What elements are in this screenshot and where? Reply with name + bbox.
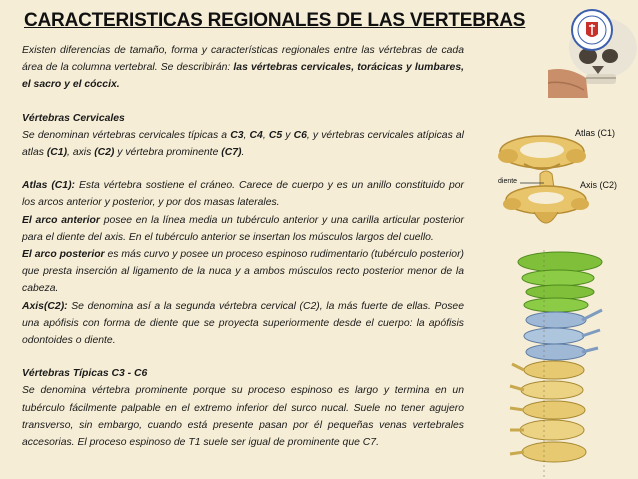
- axis-paragraph: [22, 298, 464, 350]
- tipicas-heading-text: Vértebras Típicas C3 - C6: [22, 368, 148, 380]
- intro-text: Existen diferencias de tamaño, forma y características regionales entre las vértebras de cada área de la columna vertebral. Se describirán:: [22, 45, 464, 74]
- axis-label: Axis (C2): [580, 180, 618, 190]
- c7-label: (C7): [221, 147, 242, 159]
- atlas-label: Atlas (C1): [575, 128, 616, 138]
- cervicales-text-3: , axis: [67, 147, 95, 159]
- cervicales-and: y: [282, 129, 294, 141]
- lumbar-region: [510, 361, 586, 462]
- cervicales-heading: [22, 110, 464, 127]
- intro-paragraph: [22, 42, 464, 94]
- cervicales-text-1: Se denominan vértebras cervicales típicas a: [22, 129, 231, 141]
- intro-bold: las vértebras cervicales, torácicas y lumbares, el sacro y el cóccix.: [22, 62, 464, 91]
- arco-posterior-text: es más curvo y posee un proceso espinoso rudimentario (tubérculo posterior) que presta inserción al ligamento de la nuca y a ambos músculos recto posterior menor de la cabeza.: [22, 249, 465, 295]
- axis-term: Axis(C2):: [22, 300, 68, 312]
- tipicas-heading: [22, 365, 464, 382]
- arco-posterior-term: El arco posterior: [22, 249, 105, 261]
- atlas-paragraph: [22, 177, 464, 211]
- c2-label: (C2): [94, 147, 115, 159]
- tipicas-text: Se denomina vértebra prominente porque su proceso espinoso es largo y termina en un tubérculo fácilmente palpable en el extremo inferior del surco nucal. Suele no tener agujero transverso, sin embargo, cuando está presente pasan por él pequeñas venas vertebrales accesorias. El proceso espinoso de T1 suele ser igual de prominente que C7.: [22, 385, 464, 449]
- arco-anterior-term: El arco anterior: [22, 214, 100, 226]
- university-seal-icon: [570, 8, 614, 52]
- atlas-term: Atlas (C1):: [22, 180, 76, 192]
- cervicales-text-2: , y vértebras cervicales atípicas al atlas: [22, 129, 464, 159]
- cervicales-end: .: [241, 147, 245, 159]
- diente-label: diente: [498, 178, 518, 185]
- cervicales-heading-text: Vértebras Cervicales: [22, 112, 125, 124]
- spine-model-image: [498, 250, 628, 478]
- axis-text: Se denomina así a la segunda vértebra cervical (C2), la más fuerte de ellas. Posee una apófisis con forma de diente que se proyecta superiormente desde el cuerpo: la apófisis odontoides o diente.: [22, 300, 464, 347]
- cervicales-paragraph: Se denominan vértebras cervicales típicas a C3, C4, C5 y C6, y vértebras cervicales atípicas al atlas (C1), axis (C2) y vértebra prominente (C7).: [22, 129, 464, 159]
- cervical-region: [518, 252, 602, 312]
- diente-pointer-line: [520, 180, 544, 186]
- tipicas-paragraph: [22, 382, 464, 451]
- thoracic-region: [524, 310, 602, 360]
- c5-label: C5: [268, 129, 283, 141]
- arco-posterior-paragraph: [22, 246, 464, 298]
- cervicales-text-4: y vértebra prominente: [114, 147, 222, 159]
- arco-anterior-text: posee en la línea media un tubérculo anterior y una carilla articular posterior para el diente del axis. En el tubérculo anterior se insertan los músculos largos del cuello.: [22, 214, 464, 243]
- c6-label: C6: [293, 129, 307, 141]
- c1-label: (C1): [46, 147, 68, 159]
- main-text: [22, 42, 464, 451]
- c3-label: C3: [230, 129, 244, 141]
- atlas-text: Esta vértebra sostiene el cráneo. Carece de cuerpo y es un anillo constituido por los arcos anterior y posterior, y por dos masas laterales.: [22, 180, 464, 209]
- arco-anterior-paragraph: [22, 212, 464, 246]
- c4-label: C4: [249, 129, 263, 141]
- page-title: CARACTERISTICAS REGIONALES DE LAS VERTEBRAS: [24, 10, 526, 31]
